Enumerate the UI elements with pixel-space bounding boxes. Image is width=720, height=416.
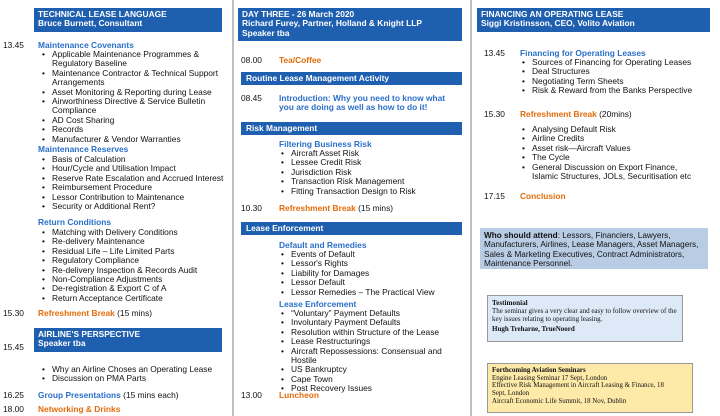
col1-header2 xyxy=(34,328,222,352)
luncheon: Luncheon xyxy=(279,390,320,400)
list-item: • Fitting Transaction Design to Risk xyxy=(279,187,467,196)
airline-perspective-list xyxy=(40,365,230,384)
return-conditions-title: Return Conditions xyxy=(38,217,112,227)
col2-time-1030: 10.30 xyxy=(241,203,262,213)
col2-speaker-2: Speaker tba xyxy=(242,27,290,38)
list-item: • Jurisdiction Risk xyxy=(279,168,467,177)
list-item: • General Discussion on Export Finance, xyxy=(520,163,716,172)
list-item: • AD Cost Sharing xyxy=(40,116,230,125)
list-item: • Lessor's Rights xyxy=(279,259,467,268)
financing-operating-leases-title: Financing for Operating Leases xyxy=(520,48,646,58)
who-should-attend-text: : Lessors, Financiers, Lawyers, Manufacturers, Airlines, Lease Managers, Asset Managers, Sales & Marketing Executives, Contract Administrators, Maintenance Personnel. xyxy=(484,231,699,269)
refreshment-break-duration: (20mins) xyxy=(599,109,632,119)
col1-time-1545: 15.45 xyxy=(3,342,24,352)
list-item: • Airline Credits xyxy=(520,134,716,143)
list-item: • Reimbursement Procedure xyxy=(40,183,230,192)
col1-time-1800: 18.00 xyxy=(3,404,24,414)
col1-time-1625: 16.25 xyxy=(3,390,24,400)
forthcoming-line: Engine Leasing Seminar 17 Sept, London xyxy=(492,374,608,382)
list-item: • De-registration & Export C of A xyxy=(40,284,230,293)
refreshment-break-label: Refreshment Break xyxy=(38,308,115,318)
routine-lease-bar: Routine Lease Management Activity xyxy=(241,72,462,85)
list-item: • Liability for Damages xyxy=(279,269,467,278)
forthcoming-line: Effective Risk Management in Aircraft Leasing & Finance, 18 xyxy=(492,382,664,390)
forthcoming-line: Sept, London xyxy=(492,390,530,398)
col2-time-1300: 13.00 xyxy=(241,390,262,400)
list-item: • Aircraft Repossessions: Consensual and xyxy=(279,347,467,356)
testimonial-text: The seminar gives a very clear and easy to follow overview of the key issues relating to operating leasing. xyxy=(492,307,677,323)
return-conditions-list xyxy=(40,228,230,303)
financing-title: FINANCING AN OPERATING LEASE xyxy=(481,9,624,19)
refreshment-break-label: Refreshment Break xyxy=(520,109,597,119)
conclusion: Conclusion xyxy=(520,191,566,201)
list-item: • Transaction Risk Management xyxy=(279,177,467,186)
tea-coffee: Tea/Coffee xyxy=(279,55,322,65)
airline-perspective-title: AIRLINE'S PERSPECTIVE xyxy=(38,329,141,339)
list-item: • Applicable Maintenance Programmes & xyxy=(40,50,230,59)
list-item: • Basis of Calculation xyxy=(40,155,230,164)
default-risk-list xyxy=(520,125,716,181)
list-item: • Lessor Contribution to Maintenance xyxy=(40,193,230,202)
list-item: • Residual Life – Life Limited Parts xyxy=(40,247,230,256)
who-should-attend-label: Who should attend xyxy=(484,231,558,240)
maintenance-reserves-list xyxy=(40,155,230,211)
list-item: • Return Acceptance Certificate xyxy=(40,294,230,303)
filtering-business-risk-title: Filtering Business Risk xyxy=(279,139,372,149)
refreshment-break-duration: (15 mins) xyxy=(117,308,153,318)
list-item: • Events of Default xyxy=(279,250,467,259)
list-item: • Maintenance Contractor & Technical Support xyxy=(40,69,230,78)
default-remedies-title: Default and Remedies xyxy=(279,240,367,250)
col3-time-1345: 13.45 xyxy=(484,48,505,58)
list-item-cont: Hostile xyxy=(291,355,317,366)
list-item: • Reserve Rate Escalation and Accrued Interest xyxy=(40,174,230,183)
list-item: • Security or Additional Rent? xyxy=(40,202,230,211)
list-item: • Re-delivery Inspection & Records Audit xyxy=(40,266,230,275)
introduction-line2: you are doing as well as how to do it! xyxy=(279,102,428,112)
refreshment-break-label: Refreshment Break xyxy=(279,203,356,213)
list-item: • Regulatory Compliance xyxy=(40,256,230,265)
lease-enforcement-title: Lease Enforcement xyxy=(279,299,357,309)
col2-time-0845: 08.45 xyxy=(241,93,262,103)
list-item: • The Cycle xyxy=(520,153,716,162)
default-remedies-list xyxy=(279,250,467,297)
group-presentations xyxy=(38,391,179,400)
list-item: • Asset risk—Aircraft Values xyxy=(520,144,716,153)
refreshment-break-duration: (15 mins) xyxy=(358,203,394,213)
list-item-cont: Regulatory Baseline xyxy=(52,58,127,69)
list-item-cont: Compliance xyxy=(52,105,97,116)
col1-time-1530: 15.30 xyxy=(3,308,24,318)
list-item: • Involuntary Payment Defaults xyxy=(279,318,467,327)
col1-header-subtitle: Bruce Burnett, Consultant xyxy=(38,18,143,29)
col3-header xyxy=(477,8,710,32)
maintenance-reserves-title: Maintenance Reserves xyxy=(38,144,129,154)
list-item: • Cape Town xyxy=(279,375,467,384)
networking-drinks: Networking & Drinks xyxy=(38,404,121,414)
list-item: • Hour/Cycle and Utilisation Impact xyxy=(40,164,230,173)
testimonial-box xyxy=(487,295,683,342)
lease-enforcement-list xyxy=(279,309,467,394)
col3-refreshment-break xyxy=(520,110,632,119)
group-presentations-label: Group Presentations xyxy=(38,390,121,400)
list-item-cont: Arrangements xyxy=(52,77,105,88)
col1-header-title: TECHNICAL LEASE LANGUAGE xyxy=(38,9,167,19)
col1-refreshment-break xyxy=(38,309,152,318)
list-item: • Manufacturer & Vendor Warranties xyxy=(40,135,230,144)
list-item: • Records xyxy=(40,125,230,134)
list-item: • Matching with Delivery Conditions xyxy=(40,228,230,237)
list-item: • Deal Structures xyxy=(520,67,716,76)
financing-speaker: Siggi Kristinsson, CEO, Volito Aviation xyxy=(481,18,635,29)
airline-perspective-subtitle: Speaker tba xyxy=(38,338,86,349)
list-item: • Negotiating Term Sheets xyxy=(520,77,716,86)
testimonial-title: Testimonial xyxy=(492,299,528,307)
col1-time-1345: 13.45 xyxy=(3,40,24,50)
list-item: • Resolution within Structure of the Lease xyxy=(279,328,467,337)
list-item: • Lessor Remedies – The Practical View xyxy=(279,288,467,297)
col2-header xyxy=(238,8,462,41)
list-item: • Discussion on PMA Parts xyxy=(40,374,230,383)
col3-time-1530: 15.30 xyxy=(484,109,505,119)
list-item: • Analysing Default Risk xyxy=(520,125,716,134)
col1-header xyxy=(34,8,222,32)
col2-speaker-1: Richard Furey, Partner, Holland & Knight LLP xyxy=(242,18,422,29)
list-item: • Airworthiness Directive & Service Bulletin xyxy=(40,97,230,106)
list-item: • Non-Compliance Adjustments xyxy=(40,275,230,284)
list-item: • Lease Restructurings xyxy=(279,337,467,346)
list-item: • Lessee Credit Risk xyxy=(279,158,467,167)
testimonial-author: Hugh Treharne, TrueNoord xyxy=(492,324,575,333)
column-divider-1 xyxy=(232,0,234,416)
group-presentations-duration: (15 mins each) xyxy=(123,390,179,400)
list-item: • Asset Monitoring & Reporting during Lease xyxy=(40,88,230,97)
col3-time-1715: 17.15 xyxy=(484,191,505,201)
list-item: • Post Recovery Issues xyxy=(279,384,467,393)
risk-management-bar: Risk Management xyxy=(241,122,462,135)
list-item: • “Voluntary” Payment Defaults xyxy=(279,309,467,318)
who-should-attend xyxy=(480,228,708,269)
column-divider-2 xyxy=(470,0,472,416)
col2-time-0800: 08.00 xyxy=(241,55,262,65)
list-item: • Why an Airline Choses an Operating Lease xyxy=(40,365,230,374)
lease-enforcement-bar: Lease Enforcement xyxy=(241,222,462,235)
list-item-cont: Islamic Structures, JOLs, Securitisation etc xyxy=(532,171,692,182)
maintenance-covenants-title: Maintenance Covenants xyxy=(38,40,134,50)
list-item: • Lessor Default xyxy=(279,278,467,287)
maintenance-covenants-list xyxy=(40,50,230,144)
filtering-business-risk-list xyxy=(279,149,467,196)
forthcoming-title: Forthcoming Aviation Seminars xyxy=(492,367,586,374)
list-item: • US Bankruptcy xyxy=(279,365,467,374)
financing-operating-leases-list xyxy=(520,58,716,96)
list-item: • Sources of Financing for Operating Leases xyxy=(520,58,716,67)
col2-refreshment-break xyxy=(279,204,393,213)
forthcoming-line: Aircraft Economic Life Summit, 18 Nov, Dublin xyxy=(492,397,627,405)
list-item: • Aircraft Asset Risk xyxy=(279,149,467,158)
list-item: • Risk & Reward from the Banks Perspective xyxy=(520,86,716,95)
introduction-line1: Introduction: Why you need to know what xyxy=(279,93,446,103)
list-item: • Re-delivery Maintenance xyxy=(40,237,230,246)
day-three-title: DAY THREE - 26 March 2020 xyxy=(242,9,355,19)
forthcoming-seminars-box xyxy=(487,363,693,413)
